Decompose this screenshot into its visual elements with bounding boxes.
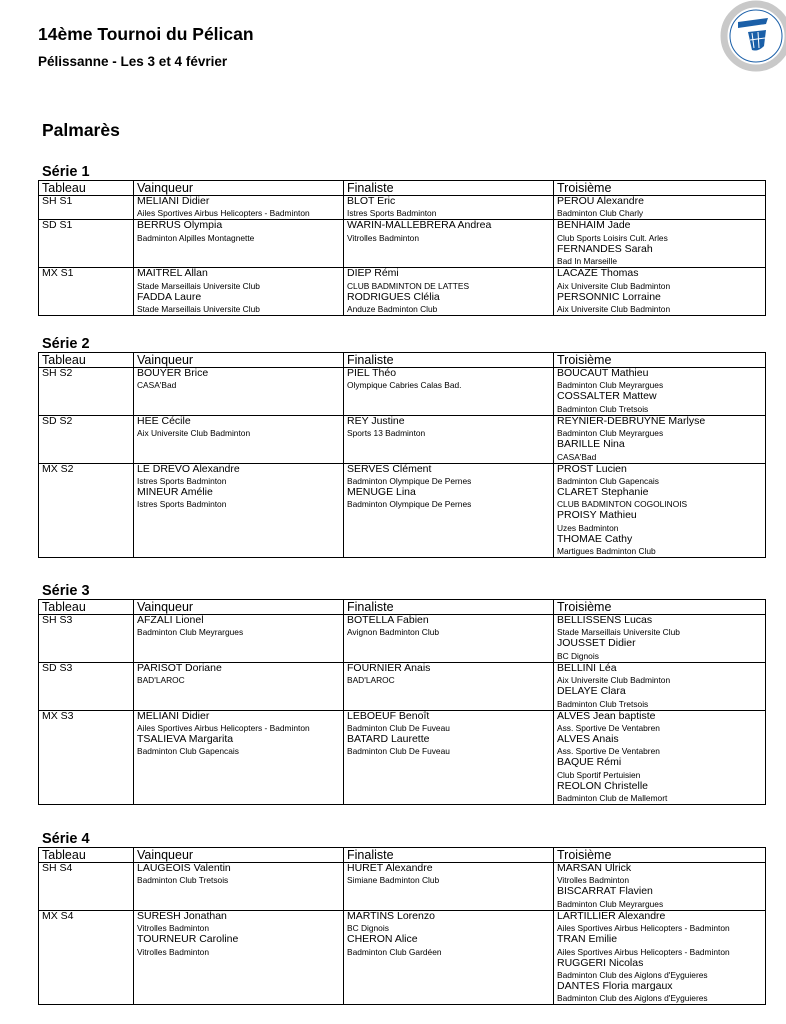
club-name: Badminton Club Gardéen bbox=[347, 946, 442, 957]
column-header-tableau: Tableau bbox=[39, 600, 134, 615]
club-name: Olympique Cabries Calas Bad. bbox=[347, 380, 462, 391]
table-row bbox=[39, 196, 766, 220]
table-row bbox=[39, 662, 766, 710]
club-name: Aix Universite Club Badminton bbox=[557, 303, 671, 314]
player-name: LACAZE Thomas bbox=[557, 268, 639, 280]
tableau-cell: SH S1 bbox=[39, 196, 134, 220]
club-name: Sports 13 Badminton bbox=[347, 428, 426, 439]
troisieme-cell bbox=[554, 220, 766, 268]
club-name: Badminton Club Tretsois bbox=[137, 875, 229, 886]
troisieme-cell bbox=[554, 368, 766, 416]
vainqueur-cell bbox=[134, 463, 344, 558]
serie-title: Série 1 bbox=[42, 164, 90, 180]
club-name: Vitrolles Badminton bbox=[557, 875, 630, 886]
club-name: Vitrolles Badminton bbox=[137, 923, 210, 934]
finaliste-cell bbox=[344, 268, 554, 316]
finaliste-cell bbox=[344, 196, 554, 220]
player-name: LAUGEOIS Valentin bbox=[137, 863, 231, 874]
club-name: Badminton Club de Mallemort bbox=[557, 793, 668, 804]
column-header-vainqueur: Vainqueur bbox=[134, 848, 344, 863]
tableau-cell: MX S1 bbox=[39, 268, 134, 316]
column-header-tableau: Tableau bbox=[39, 848, 134, 863]
club-name: Badminton Club De Fuveau bbox=[347, 722, 450, 733]
player-name: CLARET Stephanie bbox=[557, 486, 649, 498]
club-name: Martigues Badminton Club bbox=[557, 546, 656, 557]
finaliste-cell bbox=[344, 463, 554, 558]
player-name: BLOT Eric bbox=[347, 196, 396, 207]
player-name: COSSALTER Mattew bbox=[557, 391, 657, 403]
vainqueur-cell bbox=[134, 615, 344, 663]
player-name: WARIN-MALLEBRERA Andrea bbox=[347, 220, 492, 232]
player-name: MELIANI Didier bbox=[137, 196, 210, 207]
player-name: FOURNIER Anais bbox=[347, 662, 431, 674]
vainqueur-cell bbox=[134, 220, 344, 268]
troisieme-cell bbox=[554, 863, 766, 911]
finaliste-cell bbox=[344, 863, 554, 911]
player-name: PERSONNIC Lorraine bbox=[557, 291, 661, 303]
finaliste-cell bbox=[344, 910, 554, 1005]
club-name: Ailes Sportives Airbus Helicopters - Badminton bbox=[557, 923, 730, 934]
club-name: Aix Universite Club Badminton bbox=[557, 280, 671, 291]
table-header-row bbox=[39, 181, 766, 196]
ebad-logo bbox=[708, 0, 786, 74]
club-name: Vitrolles Badminton bbox=[137, 946, 210, 957]
player-name: THOMAE Cathy bbox=[557, 533, 633, 545]
column-header-finaliste: Finaliste bbox=[344, 848, 554, 863]
club-name: Stade Marseillais Universite Club bbox=[137, 280, 260, 291]
player-name: BISCARRAT Flavien bbox=[557, 886, 653, 898]
section-heading: Palmarès bbox=[42, 120, 120, 140]
vainqueur-cell bbox=[134, 196, 344, 220]
column-header-troisieme: Troisième bbox=[554, 181, 766, 196]
player-name: RUGGERI Nicolas bbox=[557, 957, 644, 969]
club-name: CASA'Bad bbox=[137, 380, 177, 391]
document-subtitle: Pélissanne - Les 3 et 4 février bbox=[38, 54, 228, 69]
club-name: BC Dignois bbox=[557, 650, 599, 661]
troisieme-cell bbox=[554, 463, 766, 558]
club-name: Stade Marseillais Universite Club bbox=[137, 303, 260, 314]
table-header-row bbox=[39, 353, 766, 368]
player-name: REOLON Christelle bbox=[557, 780, 649, 792]
tableau-cell: SD S2 bbox=[39, 415, 134, 463]
player-name: FADDA Laure bbox=[137, 291, 202, 303]
finaliste-cell bbox=[344, 415, 554, 463]
tableau-cell: SH S2 bbox=[39, 368, 134, 416]
player-name: LE DREVO Alexandre bbox=[137, 463, 240, 475]
tableau-cell: MX S2 bbox=[39, 463, 134, 558]
club-name: Uzes Badminton bbox=[557, 522, 619, 533]
player-name: BATARD Laurette bbox=[347, 733, 430, 745]
club-name: Ailes Sportives Airbus Helicopters - Badminton bbox=[137, 722, 310, 733]
club-name: Aix Universite Club Badminton bbox=[557, 675, 671, 686]
player-name: MINEUR Amélie bbox=[137, 486, 213, 498]
player-name: SERVES Clément bbox=[347, 463, 432, 475]
club-name: Simiane Badminton Club bbox=[347, 875, 440, 886]
column-header-troisieme: Troisième bbox=[554, 848, 766, 863]
player-name: JOUSSET Didier bbox=[557, 638, 636, 650]
tableau-cell: MX S3 bbox=[39, 710, 134, 805]
table-row bbox=[39, 463, 766, 558]
tableau-cell: SD S1 bbox=[39, 220, 134, 268]
troisieme-cell bbox=[554, 910, 766, 1005]
club-name: Badminton Club Gapencais bbox=[557, 475, 659, 486]
table-row bbox=[39, 710, 766, 805]
player-name: MARSAN Ulrick bbox=[557, 863, 632, 874]
player-name: MAITREL Allan bbox=[137, 268, 208, 280]
club-name: Badminton Club Charly bbox=[557, 208, 644, 219]
player-name: BENHAIM Jade bbox=[557, 220, 631, 232]
document-title: 14ème Tournoi du Pélican bbox=[38, 24, 254, 44]
troisieme-cell bbox=[554, 268, 766, 316]
player-name: LARTILLIER Alexandre bbox=[557, 910, 666, 922]
serie-title: Série 4 bbox=[42, 831, 90, 847]
results-table bbox=[38, 180, 766, 316]
troisieme-cell bbox=[554, 196, 766, 220]
player-name: PIEL Théo bbox=[347, 368, 397, 379]
club-name: Anduze Badminton Club bbox=[347, 303, 438, 314]
player-name: TSALIEVA Margarita bbox=[137, 733, 234, 745]
finaliste-cell bbox=[344, 662, 554, 710]
club-name: Badminton Club Meyrargues bbox=[557, 380, 664, 391]
player-name: BOUCAUT Mathieu bbox=[557, 368, 649, 379]
player-name: HEE Cécile bbox=[137, 415, 191, 427]
player-name: PROISY Mathieu bbox=[557, 510, 637, 522]
vainqueur-cell bbox=[134, 368, 344, 416]
club-name: Badminton Club Meyrargues bbox=[137, 627, 244, 638]
club-name: Badminton Club Gapencais bbox=[137, 746, 239, 757]
column-header-finaliste: Finaliste bbox=[344, 353, 554, 368]
column-header-vainqueur: Vainqueur bbox=[134, 600, 344, 615]
table-row bbox=[39, 615, 766, 663]
club-name: Badminton Club De Fuveau bbox=[347, 746, 450, 757]
player-name: FERNANDES Sarah bbox=[557, 243, 653, 255]
player-name: MENUGE Lina bbox=[347, 486, 416, 498]
player-name: HURET Alexandre bbox=[347, 863, 433, 874]
table-header-row bbox=[39, 600, 766, 615]
column-header-finaliste: Finaliste bbox=[344, 600, 554, 615]
club-name: BC Dignois bbox=[347, 923, 389, 934]
club-name: Vitrolles Badminton bbox=[347, 232, 420, 243]
player-name: BOTELLA Fabien bbox=[347, 615, 429, 626]
club-name: Badminton Olympique De Pernes bbox=[347, 475, 472, 486]
vainqueur-cell bbox=[134, 415, 344, 463]
player-name: DELAYE Clara bbox=[557, 686, 626, 698]
player-name: AFZALI Lionel bbox=[137, 615, 204, 626]
club-name: BAD'LAROC bbox=[137, 675, 185, 686]
player-name: REYNIER-DEBRUYNE Marlyse bbox=[557, 415, 706, 427]
club-name: Badminton Olympique De Pernes bbox=[347, 499, 472, 510]
player-name: PEROU Alexandre bbox=[557, 196, 644, 207]
club-name: CASA'Bad bbox=[557, 451, 597, 462]
club-name: Ass. Sportive De Ventabren bbox=[557, 746, 660, 757]
tableau-cell: SD S3 bbox=[39, 662, 134, 710]
player-name: LEBOEUF Benoît bbox=[347, 710, 430, 722]
tableau-cell: SH S4 bbox=[39, 863, 134, 911]
club-name: Aix Universite Club Badminton bbox=[137, 428, 251, 439]
vainqueur-cell bbox=[134, 268, 344, 316]
club-name: Ass. Sportive De Ventabren bbox=[557, 722, 660, 733]
table-row bbox=[39, 910, 766, 1005]
table-row bbox=[39, 415, 766, 463]
player-name: RODRIGUES Clélia bbox=[347, 291, 440, 303]
club-name: Badminton Club des Aiglons d'Eyguieres bbox=[557, 993, 708, 1004]
player-name: BELLINI Léa bbox=[557, 662, 617, 674]
tableau-cell: SH S3 bbox=[39, 615, 134, 663]
finaliste-cell bbox=[344, 710, 554, 805]
player-name: PROST Lucien bbox=[557, 463, 627, 475]
player-name: PARISOT Doriane bbox=[137, 662, 222, 674]
table-header-row bbox=[39, 848, 766, 863]
table-row bbox=[39, 268, 766, 316]
club-name: Ailes Sportives Airbus Helicopters - Badminton bbox=[557, 946, 730, 957]
player-name: DANTES Floria margaux bbox=[557, 980, 673, 992]
player-name: CHERON Alice bbox=[347, 934, 418, 946]
troisieme-cell bbox=[554, 615, 766, 663]
troisieme-cell bbox=[554, 710, 766, 805]
club-name: Club Sports Loisirs Cult. Arles bbox=[557, 232, 668, 243]
player-name: REY Justine bbox=[347, 415, 405, 427]
vainqueur-cell bbox=[134, 863, 344, 911]
club-name: Istres Sports Badminton bbox=[347, 208, 437, 219]
player-name: ALVES Anais bbox=[557, 733, 619, 745]
player-name: TRAN Emilie bbox=[557, 934, 618, 946]
club-name: Istres Sports Badminton bbox=[137, 499, 227, 510]
serie-title: Série 2 bbox=[42, 336, 90, 352]
vainqueur-cell bbox=[134, 910, 344, 1005]
results-table bbox=[38, 599, 766, 805]
column-header-vainqueur: Vainqueur bbox=[134, 353, 344, 368]
finaliste-cell bbox=[344, 220, 554, 268]
club-name: Badminton Club Meyrargues bbox=[557, 898, 664, 909]
tableau-cell: MX S4 bbox=[39, 910, 134, 1005]
table-row bbox=[39, 220, 766, 268]
player-name: TOURNEUR Caroline bbox=[137, 934, 239, 946]
vainqueur-cell bbox=[134, 710, 344, 805]
player-name: BERRUS Olympia bbox=[137, 220, 223, 232]
troisieme-cell bbox=[554, 415, 766, 463]
club-name: Badminton Alpilles Montagnette bbox=[137, 232, 255, 243]
player-name: MARTINS Lorenzo bbox=[347, 910, 435, 922]
column-header-tableau: Tableau bbox=[39, 353, 134, 368]
player-name: BOUYER Brice bbox=[137, 368, 209, 379]
column-header-finaliste: Finaliste bbox=[344, 181, 554, 196]
club-name: Istres Sports Badminton bbox=[137, 475, 227, 486]
player-name: MELIANI Didier bbox=[137, 710, 210, 722]
club-name: CLUB BADMINTON COGOLINOIS bbox=[557, 499, 688, 510]
column-header-vainqueur: Vainqueur bbox=[134, 181, 344, 196]
player-name: BAQUE Rémi bbox=[557, 757, 622, 769]
club-name: Ailes Sportives Airbus Helicopters - Badminton bbox=[137, 208, 310, 219]
player-name: ALVES Jean baptiste bbox=[557, 710, 656, 722]
player-name: SURESH Jonathan bbox=[137, 910, 227, 922]
club-name: Avignon Badminton Club bbox=[347, 627, 440, 638]
results-table bbox=[38, 847, 766, 1005]
table-row bbox=[39, 368, 766, 416]
club-name: Badminton Club Tretsois bbox=[557, 403, 649, 414]
player-name: BELLISSENS Lucas bbox=[557, 615, 653, 626]
club-name: Stade Marseillais Universite Club bbox=[557, 627, 680, 638]
vainqueur-cell bbox=[134, 662, 344, 710]
club-name: Badminton Club Meyrargues bbox=[557, 428, 664, 439]
results-table bbox=[38, 352, 766, 558]
table-row bbox=[39, 863, 766, 911]
player-name: DIEP Rémi bbox=[347, 268, 399, 280]
club-name: Club Sportif Pertuisien bbox=[557, 769, 641, 780]
club-name: Badminton Club Tretsois bbox=[557, 698, 649, 709]
player-name: BARILLE Nina bbox=[557, 439, 625, 451]
finaliste-cell bbox=[344, 368, 554, 416]
finaliste-cell bbox=[344, 615, 554, 663]
column-header-tableau: Tableau bbox=[39, 181, 134, 196]
column-header-troisieme: Troisième bbox=[554, 600, 766, 615]
serie-title: Série 3 bbox=[42, 583, 90, 599]
club-name: Bad In Marseille bbox=[557, 256, 618, 267]
column-header-troisieme: Troisième bbox=[554, 353, 766, 368]
club-name: Badminton Club des Aiglons d'Eyguieres bbox=[557, 969, 708, 980]
club-name: CLUB BADMINTON DE LATTES bbox=[347, 280, 470, 291]
club-name: BAD'LAROC bbox=[347, 675, 395, 686]
troisieme-cell bbox=[554, 662, 766, 710]
